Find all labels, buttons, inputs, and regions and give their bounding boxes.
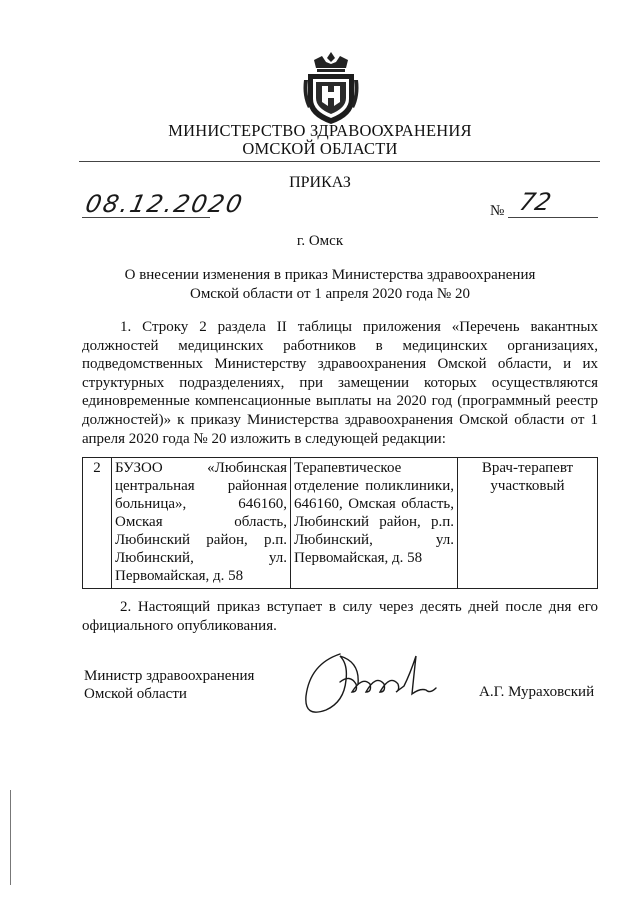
ministry-title: [0, 122, 640, 158]
number-underline: [508, 217, 598, 218]
cell-organization: БУЗОО «Любинская центральная районная больница», 646160, Омская область, Любинский район, р.п. Любинский, ул. Первомайская, д. 58: [112, 458, 291, 589]
handwritten-number: 72: [517, 188, 554, 216]
signer-title: [84, 667, 254, 703]
paragraph-1: 1. Строку 2 раздела II таблицы приложения «Перечень вакантных должностей медицинских работников в медицинских организациях, подведомственных Министерству здравоохранения Омской области, и их структурных подразделениях, при замещении которых осуществляются единовременные компенсационные выплаты на 2020 год (программный реестр должностей)» к приказу Министерства здравоохранения Омской области от 1 апреля 2020 года № 20 изложить в следующей редакции:: [82, 319, 598, 447]
header-divider: [79, 161, 600, 162]
city: г. Омск: [296, 233, 344, 249]
signer-title-line1: Министр здравоохранения: [84, 668, 255, 684]
signer-name: А.Г. Мураховский: [479, 684, 595, 700]
subject-line1: О внесении изменения в приказ Министерства здравоохранения: [124, 267, 536, 283]
subject-line2: Омской области от 1 апреля 2020 года № 20: [189, 286, 470, 302]
order-subject: [100, 266, 560, 304]
replacement-table: [82, 457, 598, 589]
signer-title-line2: Омской области: [84, 686, 187, 702]
cell-position: Врач-терапевт участковый: [458, 458, 598, 589]
table-row: [83, 458, 598, 589]
handwritten-signature: [300, 644, 450, 724]
date-underline: [82, 217, 210, 218]
number-sign: №: [490, 203, 505, 219]
ministry-name-line2: ОМСКОЙ ОБЛАСТИ: [242, 139, 398, 158]
cell-row-number: 2: [83, 458, 112, 589]
handwritten-date: 08.12.2020: [83, 190, 247, 218]
cell-department: Терапевтическое отделение поликлиники, 646160, Омская область, Любинский район, р.п. Любинский, ул. Первомайская, д. 58: [291, 458, 458, 589]
ministry-name-line1: МИНИСТЕРСТВО ЗДРАВООХРАНЕНИЯ: [168, 121, 472, 140]
coat-of-arms-emblem: [302, 50, 360, 126]
paragraph-2: 2. Настоящий приказ вступает в силу через десять дней после дня его официального опубликования.: [82, 599, 598, 634]
scan-margin-mark: [10, 790, 11, 885]
document-type: ПРИКАЗ: [289, 174, 351, 191]
